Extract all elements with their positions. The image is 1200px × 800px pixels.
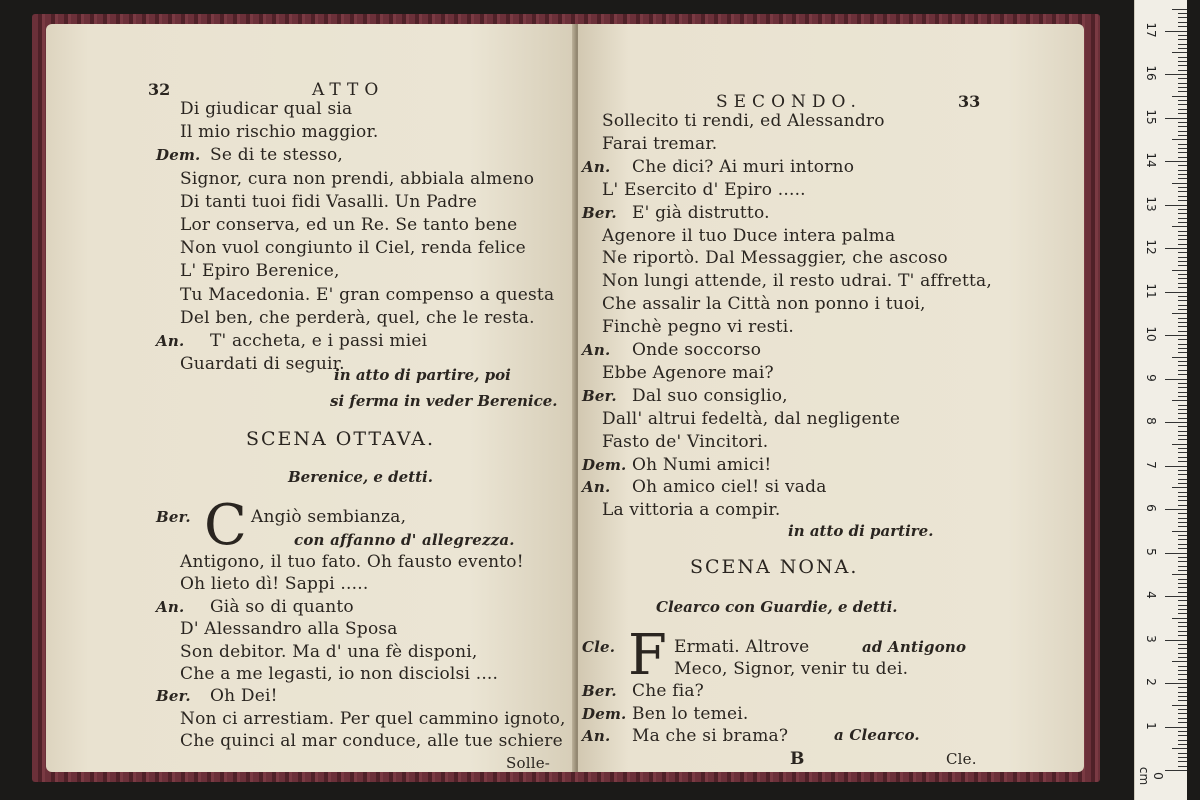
verse-line: Che quinci al mar conduce, alle tue schiere: [180, 731, 563, 752]
stage-direction: ad Antigono: [862, 638, 967, 656]
verse-line: Che fia?: [632, 681, 704, 701]
verse-line: T' accheta, e i passi miei: [210, 331, 428, 351]
ruler-tick: [1178, 592, 1187, 593]
ruler-tick: [1178, 405, 1187, 406]
ruler-tick: [1172, 226, 1187, 227]
ruler-tick: [1178, 666, 1187, 667]
ruler-tick: [1178, 26, 1187, 27]
verse-line: Di tanti tuoi fidi Vasalli. Un Padre: [180, 191, 477, 212]
ruler-tick: [1178, 431, 1187, 432]
verse-line: Oh Numi amici!: [632, 454, 772, 475]
verse-line: Ebbe Agenore mai?: [602, 362, 774, 383]
ruler-tick: [1178, 700, 1187, 701]
verse-line: Agenore il tuo Duce intera palma: [602, 225, 896, 246]
ruler-tick: [1178, 548, 1187, 549]
verse-line: D' Alessandro alla Sposa: [180, 619, 398, 640]
ruler-tick: [1165, 640, 1187, 641]
ruler-tick: [1178, 413, 1187, 414]
scene-characters: Berenice, e detti.: [288, 468, 433, 486]
verse-line: Farai tremar.: [602, 133, 718, 154]
ruler-label: 4: [1144, 591, 1158, 599]
ruler-tick: [1165, 379, 1187, 380]
verse-line: Oh Dei!: [210, 686, 278, 707]
speaker-label: An.: [582, 478, 611, 497]
ruler-tick: [1178, 17, 1187, 18]
ruler-tick: [1165, 118, 1187, 119]
ruler-tick: [1178, 718, 1187, 719]
scene-characters: Clearco con Guardie, e detti.: [656, 598, 898, 616]
ruler-tick: [1178, 283, 1187, 284]
ruler-label: 7: [1144, 460, 1158, 469]
ruler-tick: [1178, 435, 1187, 436]
ruler-tick: [1178, 505, 1187, 506]
verse-line: E' già distrutto.: [632, 202, 770, 223]
verse-line: Son debitor. Ma d' una fè disponi,: [180, 641, 478, 662]
verse-line: Oh lieto dì! Sappi .....: [180, 574, 369, 595]
drop-capital: C: [204, 493, 247, 558]
verse-line: L' Epiro Berenice,: [180, 261, 340, 282]
ruler-tick: [1178, 70, 1187, 71]
ruler-tick: [1178, 635, 1187, 636]
ruler-tick: [1178, 392, 1187, 393]
ruler-tick: [1178, 287, 1187, 288]
ruler-tick: [1178, 526, 1187, 527]
ruler-tick: [1178, 65, 1187, 66]
ruler-tick: [1178, 278, 1187, 279]
ruler-tick: [1178, 674, 1187, 675]
verse-line: Finchè pegno vi resti.: [602, 317, 794, 338]
ruler-tick: [1178, 339, 1187, 340]
ruler-tick: [1178, 135, 1187, 136]
ruler-tick: [1178, 753, 1187, 754]
ruler-tick: [1178, 13, 1187, 14]
ruler-tick: [1178, 331, 1187, 332]
ruler-tick: [1178, 187, 1187, 188]
ruler-tick: [1178, 409, 1187, 410]
ruler-tick: [1178, 296, 1187, 297]
ruler-label: 5: [1144, 547, 1158, 556]
left-page: [46, 24, 576, 772]
ruler-tick: [1172, 9, 1187, 10]
ruler-tick: [1165, 770, 1187, 771]
ruler-tick: [1178, 87, 1187, 88]
ruler-tick: [1178, 22, 1187, 23]
ruler-tick: [1178, 679, 1187, 680]
verse-line: L' Esercito d' Epiro .....: [602, 179, 806, 200]
ruler-tick: [1178, 731, 1187, 732]
ruler-tick: [1178, 557, 1187, 558]
ruler-tick: [1178, 479, 1187, 480]
ruler-tick: [1178, 648, 1187, 649]
ruler-tick: [1178, 735, 1187, 736]
ruler-tick: [1178, 535, 1187, 536]
speaker-label: Ber.: [582, 203, 617, 222]
ruler-tick: [1165, 335, 1187, 336]
ruler-tick: [1165, 466, 1187, 467]
ruler-tick: [1178, 322, 1187, 323]
ruler-tick: [1178, 626, 1187, 627]
ruler-tick: [1165, 727, 1187, 728]
ruler-tick: [1178, 766, 1187, 767]
ruler-tick: [1178, 48, 1187, 49]
ruler-tick: [1178, 448, 1187, 449]
ruler-tick: [1172, 357, 1187, 358]
verse-line: Angiò sembianza,: [251, 507, 407, 527]
scene-title: SCENA OTTAVA.: [246, 428, 436, 450]
verse-line: Ermati. Altrove: [674, 637, 810, 657]
ruler-tick: [1178, 500, 1187, 501]
ruler-tick: [1178, 174, 1187, 175]
ruler-tick: [1178, 91, 1187, 92]
ruler-tick: [1165, 205, 1187, 206]
ruler-tick: [1178, 605, 1187, 606]
stage-direction: si ferma in veder Berenice.: [330, 392, 558, 410]
ruler-tick: [1178, 152, 1187, 153]
running-head: ATTO: [312, 80, 385, 100]
ruler-tick: [1172, 270, 1187, 271]
ruler-tick: [1178, 383, 1187, 384]
ruler-tick: [1178, 544, 1187, 545]
ruler-tick: [1178, 644, 1187, 645]
ruler-tick: [1178, 713, 1187, 714]
ruler-label: 16: [1144, 65, 1158, 81]
ruler-tick: [1178, 609, 1187, 610]
verse-line: Di giudicar qual sia: [180, 99, 353, 119]
speaker-label: Ber.: [582, 682, 617, 700]
ruler-tick: [1178, 496, 1187, 497]
verse-line: Antigono, il tuo fato. Oh fausto evento!: [180, 552, 524, 572]
speaker-label: Dem.: [156, 146, 201, 165]
ruler-tick: [1178, 522, 1187, 523]
ruler-tick: [1172, 139, 1187, 140]
ruler-tick: [1178, 709, 1187, 710]
speaker-label: Ber.: [156, 687, 191, 706]
ruler-tick: [1178, 78, 1187, 79]
ruler-tick: [1178, 439, 1187, 440]
ruler-tick: [1172, 487, 1187, 488]
ruler-tick: [1172, 96, 1187, 97]
ruler-tick: [1178, 561, 1187, 562]
ruler-label: 17: [1144, 21, 1158, 38]
verse-line: Oh amico ciel! si vada: [632, 477, 827, 498]
ruler-tick: [1178, 191, 1187, 192]
verse-line: La vittoria a compir.: [602, 500, 781, 521]
verse-line: Guardati di seguir.: [180, 354, 345, 375]
ruler-tick: [1178, 235, 1187, 236]
ruler-tick: [1178, 309, 1187, 310]
scene-title: SCENA NONA.: [690, 556, 859, 578]
ruler-tick: [1178, 305, 1187, 306]
ruler-label: 2: [1144, 678, 1158, 686]
ruler-tick: [1178, 261, 1187, 262]
speaker-label: An.: [156, 332, 185, 350]
speaker-label: An.: [582, 341, 611, 359]
ruler-tick: [1178, 583, 1187, 584]
ruler-tick: [1165, 683, 1187, 684]
ruler-tick: [1178, 157, 1187, 158]
ruler-tick: [1178, 474, 1187, 475]
ruler-tick: [1178, 600, 1187, 601]
ruler-tick: [1178, 61, 1187, 62]
page-number: 32: [148, 80, 171, 99]
ruler-label: 1: [1144, 721, 1158, 730]
ruler-tick: [1178, 492, 1187, 493]
ruler-label: 11: [1144, 282, 1158, 299]
verse-line: Non ci arrestiam. Per quel cammino ignoto,: [180, 708, 566, 729]
ruler-tick: [1178, 365, 1187, 366]
ruler-tick: [1178, 761, 1187, 762]
ruler-tick: [1172, 661, 1187, 662]
ruler-tick: [1165, 553, 1187, 554]
ruler-label: 9: [1144, 373, 1158, 382]
ruler-tick: [1165, 161, 1187, 162]
ruler-tick: [1178, 757, 1187, 758]
ruler-tick: [1165, 509, 1187, 510]
ruler-tick: [1178, 426, 1187, 427]
ruler-tick: [1172, 183, 1187, 184]
verse-line: Non lungi attende, il resto udrai. T' affretta,: [602, 271, 992, 292]
ruler-tick: [1178, 126, 1187, 127]
speaker-label: Cle.: [582, 638, 616, 656]
ruler-tick: [1178, 44, 1187, 45]
verse-line: Già so di quanto: [210, 596, 354, 617]
ruler-tick: [1178, 687, 1187, 688]
ruler-tick: [1178, 104, 1187, 105]
ruler-tick: [1178, 344, 1187, 345]
ruler-tick: [1178, 109, 1187, 110]
ruler-tick: [1178, 39, 1187, 40]
ruler-label: 0 cm: [1137, 766, 1165, 786]
ruler-tick: [1165, 596, 1187, 597]
verse-line: Dall' altrui fedeltà, dal negligente: [602, 408, 901, 429]
ruler-tick: [1178, 470, 1187, 471]
ruler-tick: [1178, 144, 1187, 145]
ruler-label: 6: [1144, 504, 1158, 512]
verse-line: Che dici? Ai muri intorno: [632, 156, 855, 177]
ruler-label: 3: [1144, 634, 1158, 643]
ruler-label: 8: [1144, 417, 1158, 425]
ruler-tick: [1178, 483, 1187, 484]
ruler-tick: [1178, 170, 1187, 171]
stage-direction: con affanno d' allegrezza.: [294, 531, 515, 549]
ruler-tick: [1178, 361, 1187, 362]
ruler-tick: [1178, 222, 1187, 223]
verse-line: Che assalir la Città non ponno i tuoi,: [602, 294, 926, 315]
ruler-tick: [1178, 657, 1187, 658]
verse-line: Che a me legasti, io non disciolsi ....: [180, 664, 499, 684]
ruler-tick: [1172, 52, 1187, 53]
ruler-tick: [1178, 670, 1187, 671]
stage-direction: a Clearco.: [834, 726, 920, 744]
ruler-tick: [1178, 579, 1187, 580]
ruler-label: 15: [1144, 108, 1158, 125]
speaker-label: An.: [582, 727, 611, 746]
ruler-tick: [1178, 209, 1187, 210]
ruler-tick: [1178, 274, 1187, 275]
ruler-tick: [1178, 396, 1187, 397]
measuring-ruler: [1134, 0, 1187, 800]
ruler-label: 12: [1144, 239, 1158, 255]
ruler-tick: [1178, 218, 1187, 219]
drop-capital: F: [628, 623, 667, 688]
ruler-tick: [1178, 148, 1187, 149]
ruler-tick: [1178, 566, 1187, 567]
verse-line: Non vuol congiunto il Ciel, renda felice: [180, 238, 526, 259]
ruler-tick: [1172, 705, 1187, 706]
ruler-tick: [1165, 248, 1187, 249]
ruler-tick: [1178, 587, 1187, 588]
ruler-tick: [1178, 457, 1187, 458]
ruler-tick: [1178, 452, 1187, 453]
ruler-tick: [1165, 31, 1187, 32]
ruler-tick: [1172, 444, 1187, 445]
ruler-label: 14: [1144, 152, 1158, 168]
ruler-tick: [1178, 461, 1187, 462]
right-page: [578, 24, 1084, 772]
ruler-tick: [1172, 313, 1187, 314]
ruler-tick: [1178, 570, 1187, 571]
ruler-tick: [1178, 374, 1187, 375]
ruler-tick: [1178, 622, 1187, 623]
ruler-tick: [1178, 326, 1187, 327]
ruler-tick: [1178, 348, 1187, 349]
speaker-label: An.: [156, 597, 185, 616]
verse-line: Dal suo consiglio,: [632, 385, 788, 406]
ruler-tick: [1178, 231, 1187, 232]
ruler-tick: [1178, 352, 1187, 353]
catchword: Cle.: [946, 750, 977, 768]
ruler-tick: [1172, 574, 1187, 575]
speaker-label: An.: [582, 157, 611, 176]
page-number: 33: [958, 92, 981, 111]
ruler-tick: [1165, 292, 1187, 293]
verse-line: Onde soccorso: [632, 340, 762, 360]
ruler-tick: [1172, 748, 1187, 749]
speaker-label: Ber.: [582, 386, 617, 405]
ruler-tick: [1178, 196, 1187, 197]
ruler-tick: [1178, 740, 1187, 741]
ruler-tick: [1178, 35, 1187, 36]
verse-line: Ma che si brama?: [632, 726, 789, 747]
ruler-tick: [1178, 387, 1187, 388]
stage-direction: in atto di partire, poi: [334, 366, 511, 384]
ruler-tick: [1178, 244, 1187, 245]
speaker-label: Ber.: [156, 508, 191, 526]
catchword: Solle-: [506, 754, 551, 772]
ruler-tick: [1172, 531, 1187, 532]
verse-line: Lor conserva, ed un Re. Se tanto bene: [180, 215, 518, 235]
ruler-tick: [1178, 100, 1187, 101]
ruler-tick: [1178, 113, 1187, 114]
ruler-tick: [1165, 422, 1187, 423]
ruler-tick: [1178, 252, 1187, 253]
ruler-label: 13: [1144, 195, 1158, 212]
ruler-tick: [1178, 200, 1187, 201]
ruler-tick: [1165, 74, 1187, 75]
verse-line: Ben lo temei.: [632, 703, 749, 724]
verse-line: Meco, Signor, venir tu dei.: [674, 659, 909, 679]
ruler-tick: [1178, 131, 1187, 132]
ruler-tick: [1178, 57, 1187, 58]
ruler-tick: [1178, 722, 1187, 723]
ruler-tick: [1178, 513, 1187, 514]
ruler-tick: [1178, 83, 1187, 84]
ruler-tick: [1178, 239, 1187, 240]
stage-direction: in atto di partire.: [788, 522, 934, 540]
ruler-tick: [1178, 653, 1187, 654]
ruler-tick: [1178, 370, 1187, 371]
verse-line: Signor, cura non prendi, abbiala almeno: [180, 168, 535, 189]
verse-line: Sollecito ti rendi, ed Alessandro: [602, 111, 885, 131]
ruler-tick: [1178, 518, 1187, 519]
verse-line: Del ben, che perderà, quel, che le resta.: [180, 307, 535, 328]
ruler-tick: [1178, 744, 1187, 745]
ruler-tick: [1178, 300, 1187, 301]
ruler-tick: [1178, 318, 1187, 319]
verse-line: Ne riportò. Dal Messaggier, che ascoso: [602, 248, 948, 269]
ruler-tick: [1172, 618, 1187, 619]
ruler-tick: [1178, 265, 1187, 266]
ruler-tick: [1178, 631, 1187, 632]
ruler-tick: [1178, 122, 1187, 123]
speaker-label: Dem.: [582, 455, 627, 474]
ruler-label: 10: [1144, 326, 1158, 342]
ruler-tick: [1178, 178, 1187, 179]
ruler-tick: [1178, 539, 1187, 540]
verse-line: Tu Macedonia. E' gran compenso a questa: [180, 284, 555, 305]
ruler-tick: [1178, 213, 1187, 214]
ruler-tick: [1178, 165, 1187, 166]
ruler-tick: [1178, 692, 1187, 693]
running-head: SECONDO.: [716, 92, 862, 112]
verse-line: Se di te stesso,: [210, 145, 344, 166]
ruler-tick: [1178, 613, 1187, 614]
verse-line: Fasto de' Vincitori.: [602, 431, 769, 452]
ruler-tick: [1178, 696, 1187, 697]
ruler-tick: [1172, 400, 1187, 401]
verse-line: Il mio rischio maggior.: [180, 122, 379, 143]
speaker-label: Dem.: [582, 704, 627, 723]
ruler-tick: [1178, 418, 1187, 419]
ruler-tick: [1178, 257, 1187, 258]
signature-mark: B: [790, 749, 805, 769]
